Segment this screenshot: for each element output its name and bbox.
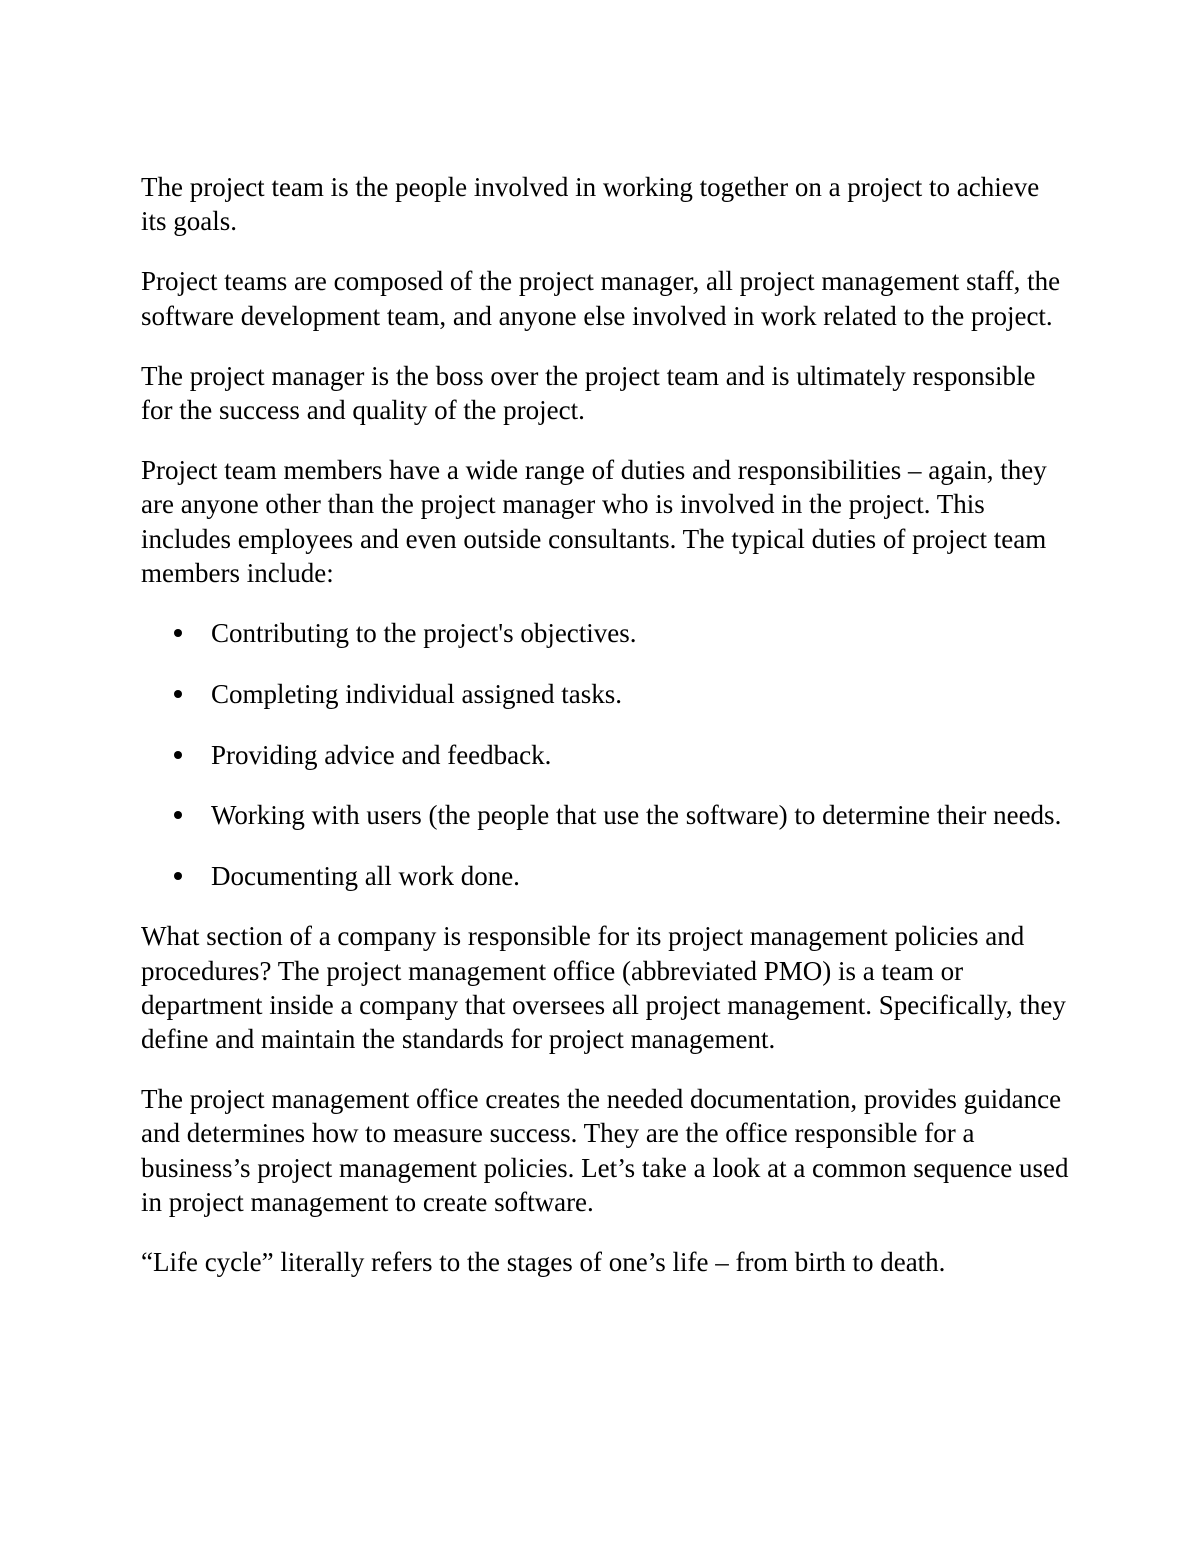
bullet-icon <box>174 872 182 880</box>
paragraph-team-member-duties: Project team members have a wide range of duties and responsibilities – again, they are anyone other than the project manager who is involved in the project. This includes employees and even outside consultants. The typical duties of project team members include: <box>141 455 1047 588</box>
paragraph-project-team-definition: The project team is the people involved in working together on a project to achieve its goals. <box>141 172 1040 237</box>
bullet-icon <box>174 629 182 637</box>
bullet-icon <box>174 811 182 819</box>
paragraph-project-manager-role: The project manager is the boss over the project team and is ultimately responsible for the success and quality of the project. <box>141 360 1036 426</box>
paragraph-team-composition: Project teams are composed of the project manager, all project management staff, the software development team, and anyone else involved in work related to the project. <box>141 266 1061 331</box>
document-body <box>141 170 1071 1305</box>
list-item-text: Contributing to the project's objectives. <box>211 618 637 649</box>
list-item-text: Working with users (the people that use the software) to determine their needs. <box>211 800 1062 831</box>
paragraph-life-cycle: “Life cycle” literally refers to the stages of one’s life – from birth to death. <box>141 1247 946 1278</box>
paragraph-pmo-responsibilities: The project management office creates the needed documentation, provides guidance and determines how to measure success. They are the office responsible for a business’s project management policies. Let’s take a look at a common sequence used in project management to create software. <box>141 1084 1069 1217</box>
paragraph-pmo-definition: What section of a company is responsible for its project management policies and procedures? The project management office (abbreviated PMO) is a team or department inside a company that oversees all project management. Specifically, they define and maintain the standards for project management. <box>141 921 1066 1055</box>
list-item <box>141 616 1071 650</box>
list-item <box>141 859 1071 893</box>
list-item <box>141 677 1071 711</box>
list-item <box>141 798 1071 832</box>
duties-bullet-list <box>141 616 1071 893</box>
list-item <box>141 738 1071 772</box>
list-item-text: Providing advice and feedback. <box>211 739 552 770</box>
list-item-text: Documenting all work done. <box>211 861 520 892</box>
bullet-icon <box>174 690 182 698</box>
bullet-icon <box>174 751 182 759</box>
list-item-text: Completing individual assigned tasks. <box>211 678 622 709</box>
